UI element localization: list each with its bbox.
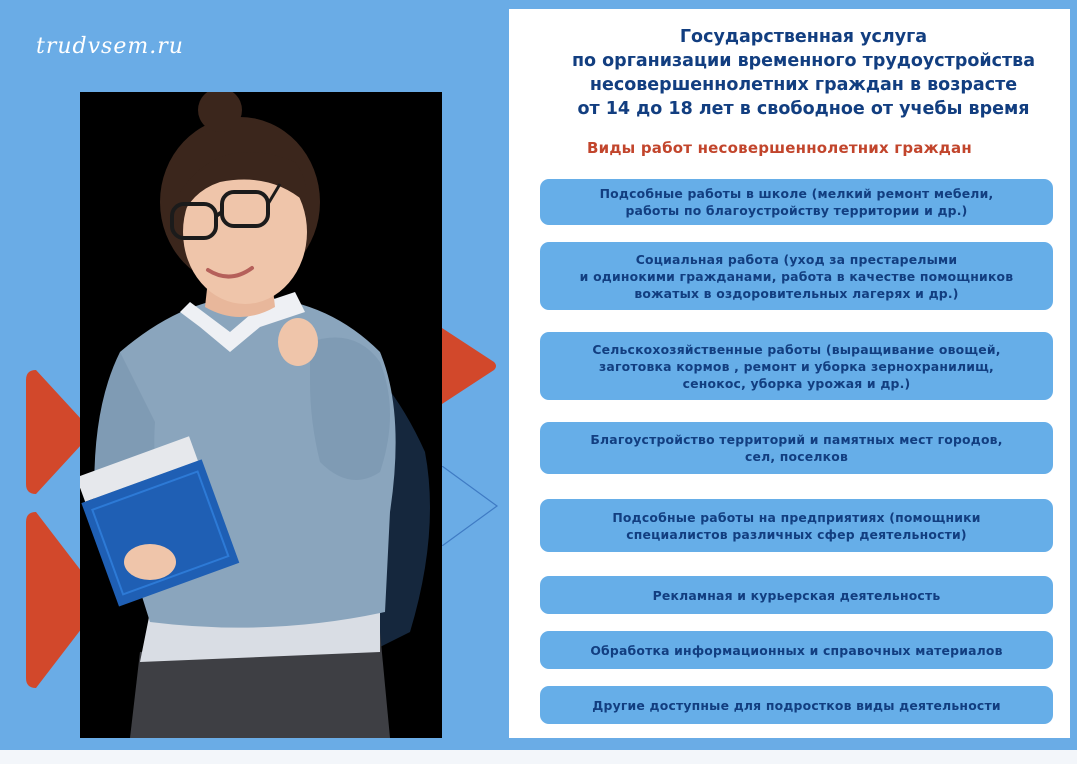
job-card-line: Подсобные работы на предприятиях (помощники bbox=[612, 509, 981, 525]
job-card-landscaping bbox=[540, 422, 1053, 474]
decorative-triangle-left-bottom bbox=[26, 512, 82, 688]
title-line: от 14 до 18 лет в свободное от учебы время bbox=[577, 99, 1030, 119]
job-card-line: сенокос, уборка урожая и др.) bbox=[682, 375, 911, 391]
job-card-line: сел, поселков bbox=[744, 449, 849, 464]
decorative-triangle-right bbox=[442, 328, 498, 404]
job-card-line: специалистов различных сфер деятельности) bbox=[626, 526, 967, 542]
job-card-line: Рекламная и курьерская деятельность bbox=[652, 587, 941, 603]
job-card-line: и одинокими гражданами, работа в качестве помощников bbox=[579, 268, 1014, 284]
bottom-strip bbox=[0, 750, 1077, 764]
title-line: Государственная услуга bbox=[679, 27, 928, 47]
decorative-triangle-outline bbox=[442, 466, 502, 546]
section-subtitle: Виды работ несовершеннолетних граждан bbox=[587, 139, 972, 157]
title-line: по организации временного трудоустройства bbox=[571, 51, 1036, 71]
job-card-school bbox=[540, 179, 1053, 225]
job-card-line: Подсобные работы в школе (мелкий ремонт мебели, bbox=[599, 186, 994, 201]
job-card-line: Обработка информационных и справочных материалов bbox=[590, 642, 1003, 658]
job-card-line: Сельскохозяйственные работы (выращивание овощей, bbox=[592, 341, 1001, 357]
job-card-agriculture bbox=[540, 332, 1053, 400]
decorative-triangle-left-top bbox=[26, 370, 82, 494]
job-card-line: Социальная работа (уход за престарелыми bbox=[635, 251, 958, 267]
job-card-line: Благоустройство территорий и памятных мест городов, bbox=[590, 432, 1003, 447]
page-title bbox=[509, 25, 1070, 121]
job-card-line: заготовка кормов , ремонт и уборка зернохранилищ, bbox=[599, 358, 994, 374]
site-label[interactable]: trudvsem.ru bbox=[36, 34, 184, 59]
title-line: несовершеннолетних граждан в возрасте bbox=[589, 75, 1018, 95]
job-card-courier bbox=[540, 576, 1053, 614]
job-card-other bbox=[540, 686, 1053, 724]
info-panel bbox=[509, 9, 1070, 738]
job-card-line: вожатых в оздоровительных лагерях и др.) bbox=[634, 285, 959, 301]
job-card-information bbox=[540, 631, 1053, 669]
job-card-line: работы по благоустройству территории и др.) bbox=[625, 203, 968, 218]
job-card-enterprise bbox=[540, 499, 1053, 552]
student-photo bbox=[80, 92, 442, 738]
job-card-line: Другие доступные для подростков виды деятельности bbox=[592, 697, 1001, 713]
job-card-social bbox=[540, 242, 1053, 310]
